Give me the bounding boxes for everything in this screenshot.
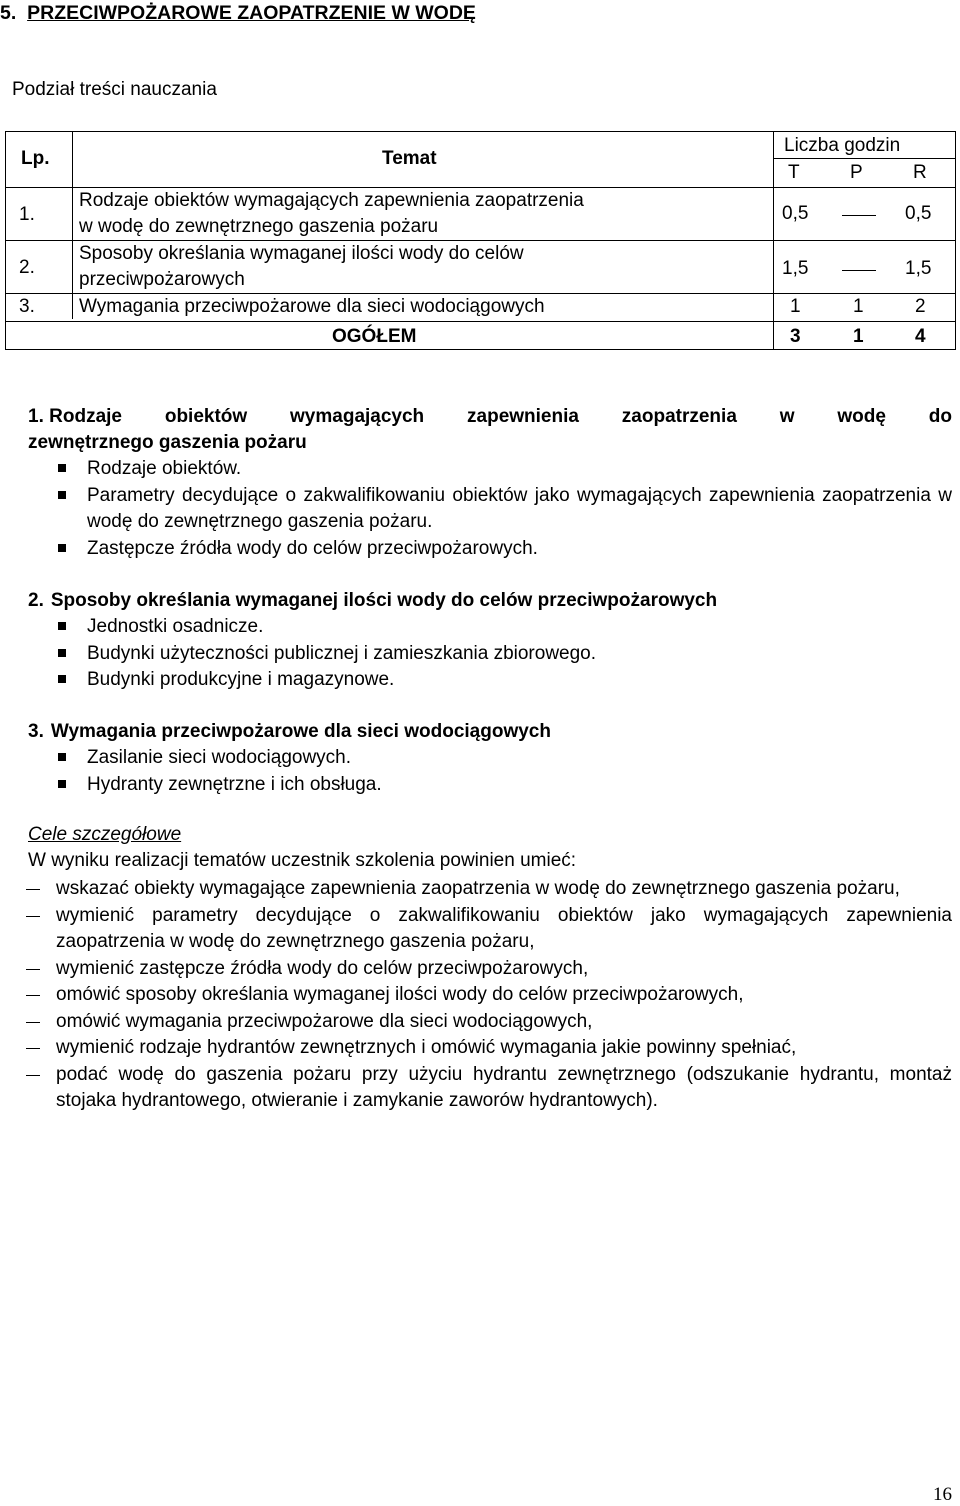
row1-t: 0,5 (782, 203, 809, 224)
list-item: wymienić zastępcze źródła wody do celów przeciwpożarowych, (28, 956, 952, 983)
row2-lp: 2. (19, 257, 35, 278)
list-item: omówić sposoby określania wymaganej ilości wody do celów przeciwpożarowych, (28, 982, 952, 1009)
heading-number: 5. (0, 2, 17, 24)
row-divider (6, 321, 955, 322)
row1-topic-line2: w wodę do zewnętrznego gaszenia pożaru (79, 216, 439, 237)
col-divider (72, 132, 73, 319)
header-temat: Temat (382, 148, 437, 169)
dash-bullet-icon (26, 969, 40, 970)
hours-table (5, 131, 956, 350)
header-p: P (850, 162, 863, 183)
dash-bullet-icon (26, 1048, 40, 1049)
list-item: Hydranty zewnętrzne i ich obsługa. (28, 772, 952, 799)
section-2-title: 2. Sposoby określania wymaganej ilości wody do celów przeciwpożarowych (28, 590, 718, 611)
header-r: R (913, 162, 927, 183)
row3-t: 1 (790, 296, 801, 317)
row2-topic-line2: przeciwpożarowych (79, 269, 245, 290)
subtitle: Podział treści nauczania (12, 79, 217, 100)
total-r: 4 (915, 326, 926, 347)
row1-p-dash (842, 215, 876, 216)
section-1-number: 1. (28, 406, 44, 427)
square-bullet-icon (58, 780, 66, 788)
row2-r: 1,5 (905, 258, 932, 279)
square-bullet-icon (58, 622, 66, 630)
section-2-number: 2. (28, 590, 44, 611)
dash-bullet-icon (26, 916, 40, 917)
heading-text: PRZECIWPOŻAROWE ZAOPATRZENIE W WODĘ (27, 2, 476, 24)
dash-bullet-icon (26, 995, 40, 996)
dash-bullet-icon (26, 1075, 40, 1076)
list-item: wymienić rodzaje hydrantów zewnętrznych i omówić wymagania jakie powinny spełniać, (28, 1035, 952, 1062)
col-divider (773, 132, 774, 349)
square-bullet-icon (58, 675, 66, 683)
square-bullet-icon (58, 753, 66, 761)
row3-r: 2 (915, 296, 926, 317)
square-bullet-icon (58, 649, 66, 657)
goals-title: Cele szczegółowe (28, 824, 182, 845)
total-label: OGÓŁEM (332, 326, 417, 347)
list-item: omówić wymagania przeciwpożarowe dla sieci wodociągowych, (28, 1009, 952, 1036)
section-3-list (28, 745, 952, 798)
list-item: wymienić parametry decydujące o zakwalifikowaniu obiektów jako wymagających zapewnienia zaopatrzenia w wodę do zewnętrznego gaszenia pożaru, (28, 903, 952, 956)
list-item: Rodzaje obiektów. (28, 456, 952, 483)
section-1-list (28, 456, 952, 562)
square-bullet-icon (58, 544, 66, 552)
list-item: Parametry decydujące o zakwalifikowaniu obiektów jako wymagających zapewnienia zaopatrzenia w wodę do zewnętrznego gaszenia pożaru. (28, 483, 952, 536)
row1-lp: 1. (19, 204, 35, 225)
list-item: Jednostki osadnicze. (28, 614, 952, 641)
section-3-title: 3. Wymagania przeciwpożarowe dla sieci wodociągowych (28, 721, 551, 742)
section-2-list (28, 614, 952, 694)
section-1-title (28, 404, 952, 456)
list-item: Zasilanie sieci wodociągowych. (28, 745, 952, 772)
page-title (0, 2, 476, 25)
list-item: podać wodę do gaszenia pożaru przy użyciu hydrantu zewnętrznego (odszukanie hydrantu, montaż stojaka hydrantowego, otwieranie i zamykanie zaworów hydrantowych). (28, 1062, 952, 1115)
section-1-title-line2: zewnętrznego gaszenia pożaru (28, 432, 307, 453)
list-item: wskazać obiekty wymagające zapewnienia zaopatrzenia w wodę do zewnętrznego gaszenia pożaru, (28, 876, 952, 903)
dash-bullet-icon (26, 1022, 40, 1023)
square-bullet-icon (58, 464, 66, 472)
goals-list (28, 876, 952, 1115)
row2-topic-line1: Sposoby określania wymaganej ilości wody do celów (79, 243, 524, 264)
page-number: 16 (933, 1484, 952, 1505)
total-t: 3 (790, 326, 801, 347)
header-hours: Liczba godzin (784, 135, 901, 156)
list-item: Zastępcze źródła wody do celów przeciwpożarowych. (28, 536, 952, 563)
row3-lp: 3. (19, 296, 35, 317)
section-3-number: 3. (28, 721, 44, 742)
total-p: 1 (853, 326, 864, 347)
row2-t: 1,5 (782, 258, 809, 279)
list-item: Budynki produkcyjne i magazynowe. (28, 667, 952, 694)
row1-topic-line1: Rodzaje obiektów wymagających zapewnienia zaopatrzenia (79, 190, 584, 211)
section-1-title-line1: Rodzaje obiektów wymagających zapewnienia zaopatrzenia w wodę do (49, 406, 952, 427)
goals-intro: W wyniku realizacji tematów uczestnik szkolenia powinien umieć: (28, 850, 577, 871)
row3-p: 1 (853, 296, 864, 317)
dash-bullet-icon (26, 889, 40, 890)
header-t: T (788, 162, 800, 183)
row2-p-dash (842, 270, 876, 271)
row1-r: 0,5 (905, 203, 932, 224)
list-item: Budynki użyteczności publicznej i zamieszkania zbiorowego. (28, 641, 952, 668)
row3-topic: Wymagania przeciwpożarowe dla sieci wodociągowych (79, 296, 545, 317)
square-bullet-icon (58, 491, 66, 499)
header-lp: Lp. (21, 148, 50, 169)
